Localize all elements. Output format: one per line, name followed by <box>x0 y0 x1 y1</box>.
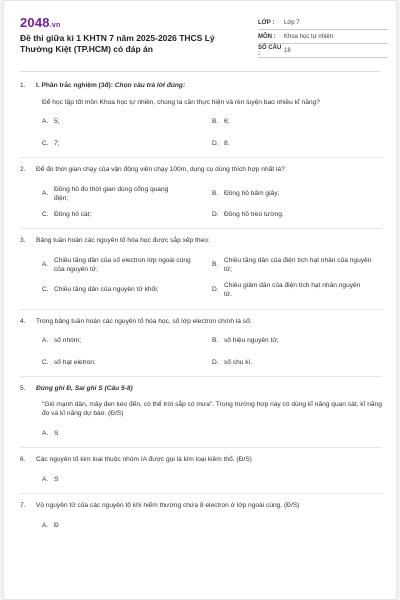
option-b[interactable] <box>212 117 382 127</box>
option-b[interactable] <box>212 185 382 204</box>
option-label: A. <box>42 475 49 483</box>
question-number: 5. <box>20 385 26 392</box>
option-label: C. <box>42 210 49 218</box>
meta-row-count <box>258 44 388 58</box>
option-text: số nhóm; <box>54 337 82 344</box>
exam-meta <box>258 16 388 58</box>
option-text: Đồng hồ treo tường. <box>224 210 284 218</box>
option-text: Chiều tăng dần của số electron lớp ngoài cùng của nguyên tử; <box>54 256 191 273</box>
question-list <box>20 79 382 530</box>
option-text: 6; <box>224 118 230 125</box>
meta-key: MÔN : <box>258 33 276 40</box>
option-text: 7; <box>54 139 60 147</box>
option-label: A. <box>42 190 49 198</box>
question-6 <box>20 455 382 484</box>
option-a[interactable] <box>42 117 212 127</box>
question-number: 4. <box>20 317 26 325</box>
option-d[interactable] <box>212 210 382 220</box>
option-label: B. <box>212 261 219 269</box>
option-label: D. <box>212 210 219 218</box>
option-text: Đồng hồ bấm giây; <box>224 190 280 198</box>
question-number: 7. <box>20 502 26 509</box>
question-separator <box>20 309 382 310</box>
question-4 <box>20 317 382 368</box>
question-text: Trong bảng tuần hoàn các nguyên tố hóa học, số lớp electron chính là số: <box>36 317 252 325</box>
option-b[interactable] <box>212 256 382 275</box>
question-number: 3. <box>20 237 26 244</box>
question-3 <box>20 236 382 300</box>
option-a[interactable] <box>42 185 212 204</box>
option-text: Chiều giảm dần của điện tích hạt nhân nguyên tử. <box>224 281 361 298</box>
option-text: Chiều tăng dần của điện tích hạt nhân của nguyên tử; <box>224 256 372 273</box>
meta-value: Khoa học tự nhiên <box>284 33 334 40</box>
question-text: Bảng tuần hoàn các nguyên tố hóa học được sắp xếp theo: <box>36 237 210 244</box>
question-2 <box>20 165 382 219</box>
section-note: Chọn câu trả lời đúng: <box>114 82 186 89</box>
option-c[interactable] <box>42 281 212 300</box>
option-c[interactable] <box>42 210 212 220</box>
option-d[interactable] <box>212 358 382 368</box>
option-label: B. <box>212 337 219 344</box>
document-header <box>20 15 388 63</box>
question-number: 2. <box>20 166 26 173</box>
document-page <box>3 0 397 600</box>
question-text: Để đo thời gian chạy của vận động viên chạy 100m, dụng cụ dùng thích hợp nhất là? <box>36 166 285 173</box>
question-separator <box>20 376 382 377</box>
question-separator <box>20 493 382 494</box>
option-text: Chiều tăng dần của nguyên tử khối; <box>54 286 159 294</box>
option-text: S <box>54 429 59 437</box>
option-text: Đồng hồ cát; <box>54 210 92 218</box>
meta-row-subject <box>258 30 388 44</box>
section-heading: I. Phần trắc nghiệm (3đ): <box>36 82 113 89</box>
section-heading: Đúng ghi Đ, Sai ghi S (Câu 5-8) <box>36 385 133 392</box>
option-text: S <box>54 475 59 483</box>
question-7 <box>20 501 382 530</box>
question-text: Để học tập tốt môn Khoa học tự nhiên, chúng ta cần thực hiện và rèn luyện bao nhiêu kĩ năng? <box>42 98 320 106</box>
option-label: D. <box>212 286 219 294</box>
option-label: A. <box>42 261 49 269</box>
option-label: D. <box>212 139 219 147</box>
header-divider <box>20 71 380 72</box>
option-d[interactable] <box>212 281 382 300</box>
question-5 <box>20 384 382 438</box>
meta-value: 18 <box>284 47 291 54</box>
option-text: Đ <box>54 521 59 529</box>
option-label: C. <box>42 358 49 366</box>
option-text: số hiệu nguyên tử; <box>224 337 279 344</box>
option-text: số chu kì. <box>224 358 253 366</box>
site-logo[interactable] <box>20 15 60 30</box>
option-label: A. <box>42 337 49 344</box>
option-label: B. <box>212 118 219 125</box>
option-c[interactable] <box>42 139 212 149</box>
option-a[interactable] <box>42 256 212 275</box>
question-1 <box>20 81 382 148</box>
meta-key: LỚP : <box>258 19 275 26</box>
option-label: A. <box>42 429 49 437</box>
option-text: Đồng hồ đo thời gian dùng cổng quang điện; <box>54 185 169 202</box>
question-text: Vỏ nguyên tử của các nguyên tố khí hiếm thường chứa 8 electron ở lớp ngoài cùng. (Đ/S) <box>36 502 300 509</box>
option-text: số hạt eletron; <box>54 358 96 366</box>
exam-title: Đề thi giữa kì 1 KHTN 7 năm 2025-2026 THCS Lý Thường Kiệt (TP.HCM) có đáp án <box>20 33 215 54</box>
question-text: "Gió mạnh dần, mây đen kéo đến, có thể trời sắp có mưa". Trong trường hợp này có dùng kĩ năng quan sát, kĩ năng đo và kĩ năng dự báo. (Đ/S) <box>42 400 382 417</box>
question-separator <box>20 447 382 448</box>
question-text: Các nguyên tố kim loại thuộc nhóm IA được gọi là kim loại kiềm thổ. (Đ/S) <box>36 456 252 463</box>
question-number: 1. <box>20 82 26 89</box>
option-label: B. <box>212 190 219 198</box>
answer-a[interactable] <box>42 475 212 485</box>
answer-a[interactable] <box>42 429 212 439</box>
option-a[interactable] <box>42 336 212 346</box>
logo-text: 2048 <box>20 15 50 30</box>
option-label: A. <box>42 118 49 125</box>
meta-key: SỐ CÂU : <box>258 44 282 57</box>
option-text: 8. <box>224 139 230 147</box>
option-d[interactable] <box>212 139 382 149</box>
option-b[interactable] <box>212 336 382 346</box>
option-label: D. <box>212 358 219 366</box>
option-label: C. <box>42 139 49 147</box>
logo-suffix: .vn <box>49 22 61 29</box>
option-label: C. <box>42 286 49 294</box>
meta-row-class <box>258 16 388 30</box>
option-label: A. <box>42 521 49 529</box>
question-separator <box>20 157 382 158</box>
question-separator <box>20 228 382 229</box>
option-text: 5; <box>54 118 60 125</box>
answer-a[interactable] <box>42 521 212 531</box>
meta-value: Lớp 7 <box>284 19 300 26</box>
option-c[interactable] <box>42 358 212 368</box>
question-number: 6. <box>20 456 26 463</box>
